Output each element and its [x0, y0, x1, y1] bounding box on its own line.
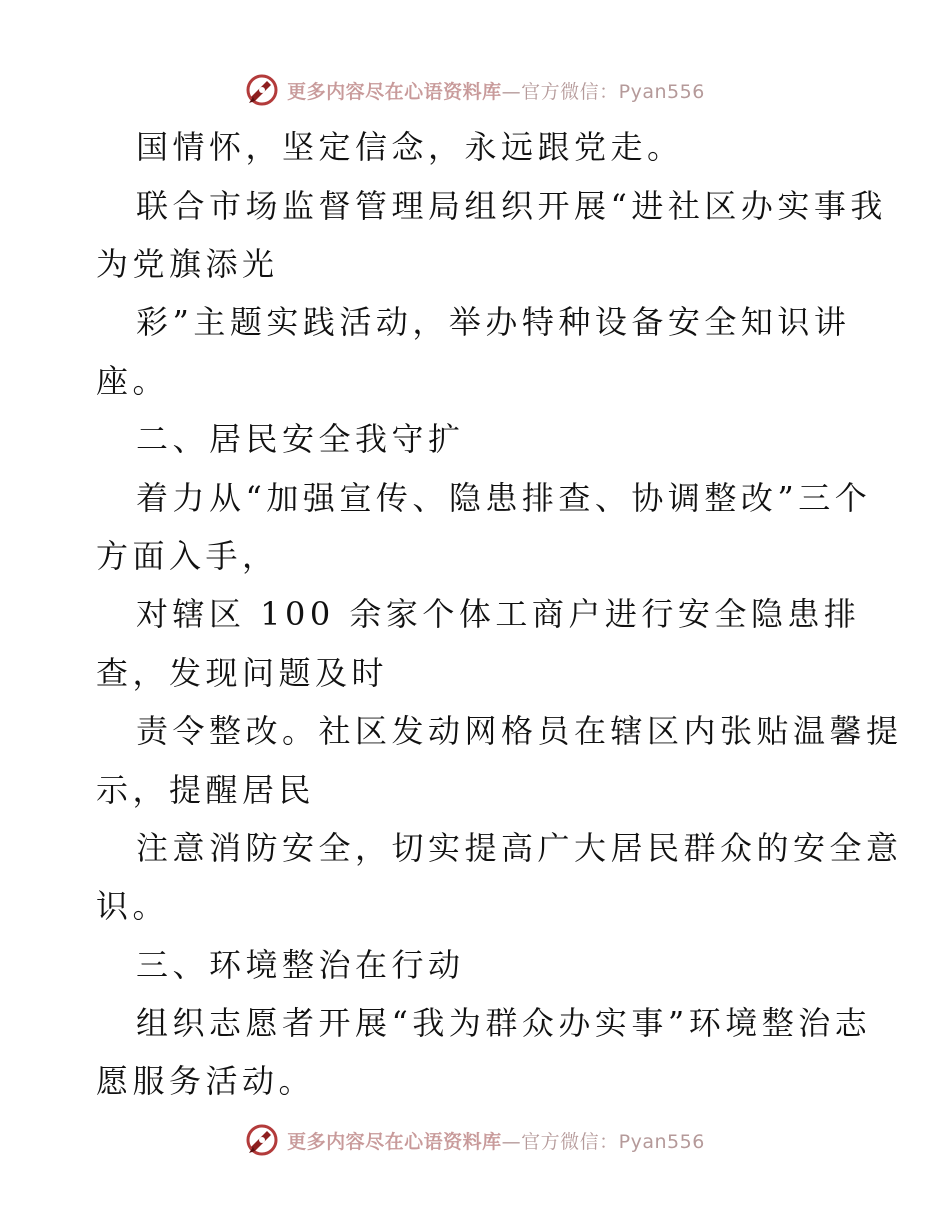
text-line: 示，提醒居民: [96, 771, 316, 809]
text-line: 组织志愿者开展“我为群众办实事”环境整治志: [136, 1004, 872, 1042]
header-watermark: [0, 72, 950, 108]
text-line: 注意消防安全，切实提高广大居民群众的安全意: [136, 829, 903, 867]
pen-logo-icon: [245, 73, 279, 107]
text-line: 彩”主题实践活动，举办特种设备安全知识讲: [136, 303, 851, 341]
pen-logo-icon: [245, 1123, 279, 1157]
text-line: 查，发现问题及时: [96, 654, 389, 692]
footer-watermark: [0, 1122, 950, 1158]
text-line: 为党旗添光: [96, 245, 279, 283]
text-line: 国情怀，坚定信念，永远跟党走。: [136, 128, 684, 166]
watermark-site-text: 更多内容尽在心语资料库: [287, 1130, 502, 1153]
section-heading: 二、居民安全我守扩: [136, 420, 465, 458]
text-line: 联合市场监督管理局组织开展“进社区办实事我: [136, 187, 887, 225]
watermark-account-text: —官方微信：Pyan556: [501, 80, 705, 103]
text-line: 着力从“加强宣传、隐患排查、协调整改”三个: [136, 479, 872, 517]
watermark-account-text: —官方微信：Pyan556: [501, 1130, 705, 1153]
section-heading: 三、环境整治在行动: [136, 946, 465, 984]
text-line: 方面入手，: [96, 537, 279, 575]
text-line: 责令整改。社区发动网格员在辖区内张贴温馨提: [136, 712, 903, 750]
text-line: 愿服务活动。: [96, 1062, 316, 1100]
text-line: 对辖区 100 余家个体工商户进行安全隐患排: [136, 595, 861, 633]
text-line: 座。: [96, 362, 170, 400]
watermark-site-text: 更多内容尽在心语资料库: [287, 80, 502, 103]
text-line: 识。: [96, 887, 170, 925]
